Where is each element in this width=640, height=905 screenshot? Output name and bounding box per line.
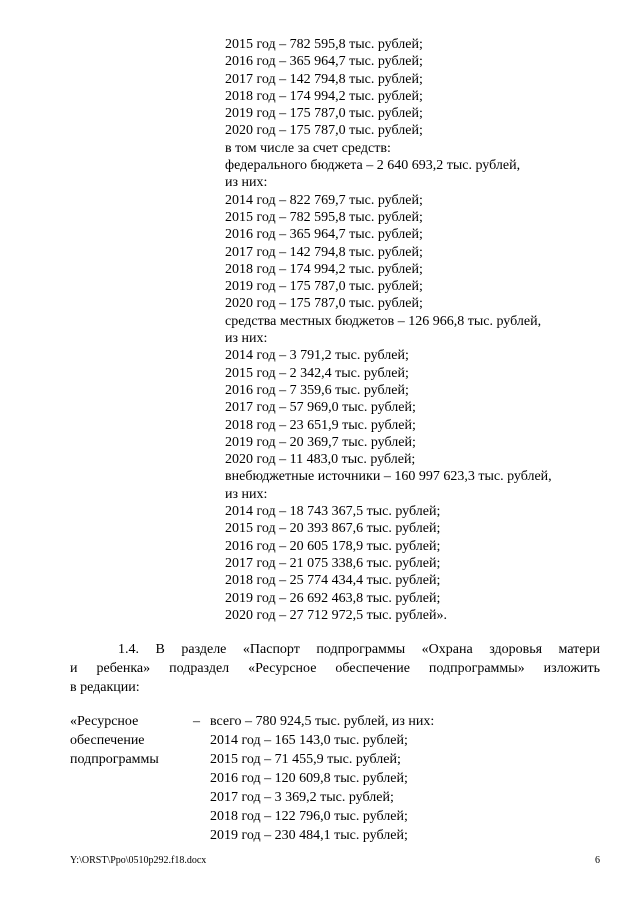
funding-line: 2016 год – 365 964,7 тыс. рублей; <box>225 54 423 70</box>
funding-line: 2014 год – 3 791,2 тыс. рублей; <box>225 348 409 364</box>
funding-line: из них: <box>225 175 268 191</box>
resource-dash: – <box>193 714 200 729</box>
funding-line: 2020 год – 175 787,0 тыс. рублей; <box>225 123 423 139</box>
funding-line: 2015 год – 2 342,4 тыс. рублей; <box>225 365 409 381</box>
funding-line: 2015 год – 782 595,8 тыс. рублей; <box>225 209 423 225</box>
resource-value-line: 2016 год – 120 609,8 тыс. рублей; <box>210 771 408 786</box>
amendment-paragraph <box>70 640 600 697</box>
funding-line: 2014 год – 18 743 367,5 тыс. рублей; <box>225 504 441 520</box>
funding-line: 2019 год – 26 692 463,8 тыс. рублей; <box>225 590 441 606</box>
paragraph-line-3: в редакции: <box>70 680 140 695</box>
funding-line: 2016 год – 20 605 178,9 тыс. рублей; <box>225 538 441 554</box>
page-number: 6 <box>595 855 600 866</box>
resource-value-line: 2019 год – 230 484,1 тыс. рублей; <box>210 828 408 843</box>
funding-line: 2017 год – 142 794,8 тыс. рублей; <box>225 244 423 260</box>
funding-line: 2016 год – 365 964,7 тыс. рублей; <box>225 227 423 243</box>
resource-values <box>210 712 610 845</box>
funding-line: 2017 год – 21 075 338,6 тыс. рублей; <box>225 555 441 571</box>
resource-label-line-2: обеспечение <box>70 733 145 748</box>
footer-file-path: Y:\ORST\Ppo\0510p292.f18.docx <box>70 855 207 866</box>
funding-line: средства местных бюджетов – 126 966,8 тыс. рублей, <box>225 313 542 329</box>
funding-line: 2018 год – 174 994,2 тыс. рублей; <box>225 261 423 277</box>
paragraph-line-1: 1.4. В разделе «Паспорт подпрограммы «Охрана здоровья матери <box>118 642 600 657</box>
resource-label <box>70 712 210 769</box>
funding-line: из них: <box>225 331 268 347</box>
resource-value-line: 2017 год – 3 369,2 тыс. рублей; <box>210 790 394 805</box>
funding-line: из них: <box>225 486 268 502</box>
funding-line: 2014 год – 822 769,7 тыс. рублей; <box>225 192 423 208</box>
funding-line: 2017 год – 57 969,0 тыс. рублей; <box>225 400 416 416</box>
page-footer <box>70 855 600 866</box>
funding-line: внебюджетные источники – 160 997 623,3 тыс. рублей, <box>225 469 552 485</box>
funding-line: 2020 год – 27 712 972,5 тыс. рублей». <box>225 607 447 623</box>
funding-line: 2018 год – 174 994,2 тыс. рублей; <box>225 88 423 104</box>
funding-line: в том числе за счет средств: <box>225 140 391 156</box>
resource-value-line: 2018 год – 122 796,0 тыс. рублей; <box>210 809 408 824</box>
funding-line: федерального бюджета – 2 640 693,2 тыс. рублей, <box>225 158 521 174</box>
funding-line: 2015 год – 20 393 867,6 тыс. рублей; <box>225 521 441 537</box>
funding-line: 2018 год – 23 651,9 тыс. рублей; <box>225 417 416 433</box>
paragraph-line-2: и ребенка» подраздел «Ресурсное обеспечение подпрограммы» изложить <box>70 661 600 676</box>
funding-line: 2017 год – 142 794,8 тыс. рублей; <box>225 71 423 87</box>
resource-value-line: 2014 год – 165 143,0 тыс. рублей; <box>210 733 408 748</box>
resource-label-line-1: «Ресурсное <box>70 714 139 729</box>
funding-line: 2015 год – 782 595,8 тыс. рублей; <box>225 37 423 52</box>
funding-line: 2019 год – 20 369,7 тыс. рублей; <box>225 434 416 450</box>
funding-list <box>225 36 605 624</box>
funding-line: 2016 год – 7 359,6 тыс. рублей; <box>225 382 409 398</box>
resource-label-line-3: подпрограммы <box>70 752 159 767</box>
resource-value-line: всего – 780 924,5 тыс. рублей, из них: <box>210 714 435 729</box>
funding-line: 2019 год – 175 787,0 тыс. рублей; <box>225 106 423 122</box>
funding-line: 2019 год – 175 787,0 тыс. рублей; <box>225 279 423 295</box>
funding-line: 2020 год – 11 483,0 тыс. рублей; <box>225 452 416 468</box>
resource-value-line: 2015 год – 71 455,9 тыс. рублей; <box>210 752 401 767</box>
funding-line: 2018 год – 25 774 434,4 тыс. рублей; <box>225 573 441 589</box>
funding-line: 2020 год – 175 787,0 тыс. рублей; <box>225 296 423 312</box>
